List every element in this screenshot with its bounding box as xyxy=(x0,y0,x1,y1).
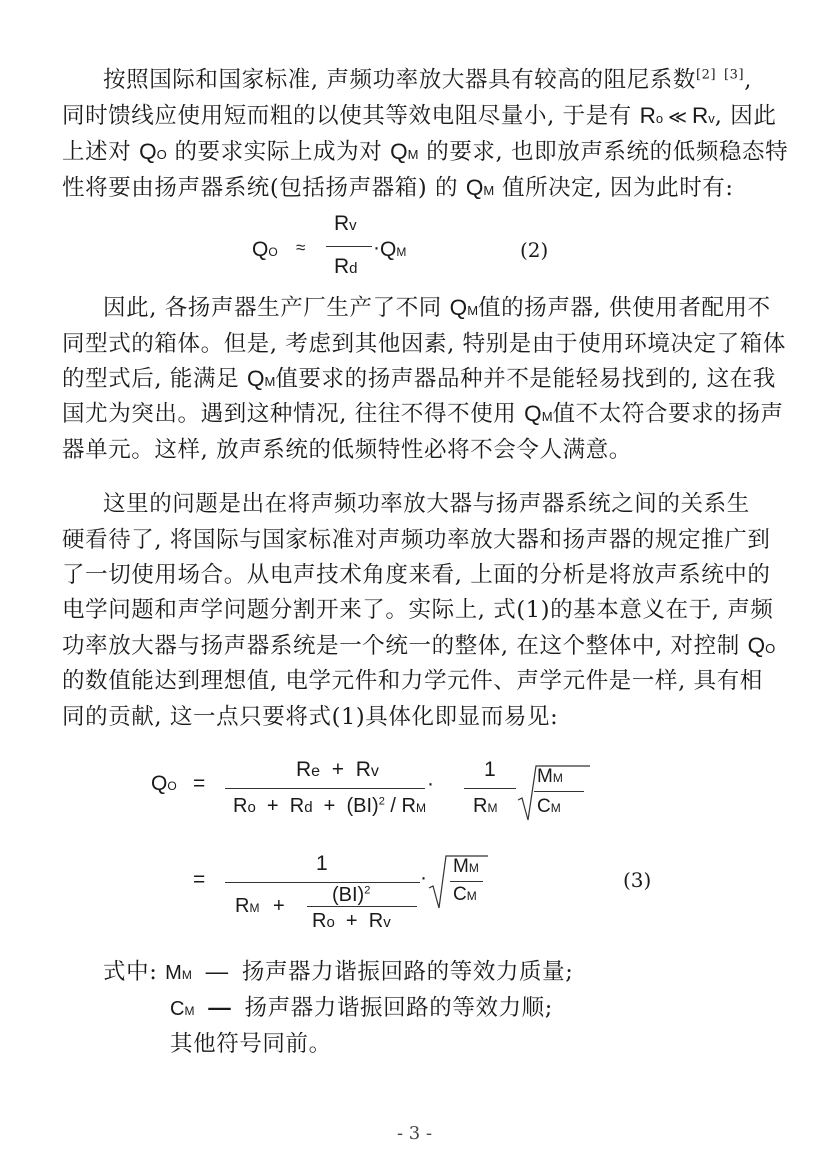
eq3-row2-inner-num xyxy=(332,884,370,907)
text: 这里的问题是出在将声频功率放大器与扬声器系统之间的关系生 xyxy=(103,491,750,517)
symbol: (BI) xyxy=(332,884,365,906)
para3-line4 xyxy=(62,596,774,624)
text: 按照国际和国家标准, 声频功率放大器具有较高的阻尼系数 xyxy=(103,67,697,93)
symbol: R xyxy=(473,795,488,817)
eq3-row2-sqrt-num xyxy=(453,856,479,878)
text: 同时馈线应使用短而粗的以使其等效电阻尽量小, 于是有 xyxy=(62,103,640,129)
subscript: d xyxy=(304,799,313,816)
para3-line5 xyxy=(62,632,776,663)
para3-line6 xyxy=(62,667,763,695)
symbol: R xyxy=(401,795,416,817)
subscript: o xyxy=(326,914,335,931)
para1-line3 xyxy=(62,138,789,169)
subscript: v xyxy=(370,763,379,780)
text: , 因此 xyxy=(714,103,777,129)
subscript: M xyxy=(483,183,495,198)
fraction-bar xyxy=(534,791,584,792)
para1-line2 xyxy=(62,102,777,133)
subscript: M xyxy=(541,409,553,424)
subscript: M xyxy=(468,861,479,875)
fraction-bar xyxy=(326,246,372,247)
subscript: M xyxy=(396,245,407,259)
symbol: M xyxy=(453,856,469,877)
citation-ref[interactable]: [2] xyxy=(696,67,717,83)
symbol: M xyxy=(537,766,553,787)
para2-line3 xyxy=(62,365,776,396)
definition-line-3 xyxy=(170,1030,829,1058)
eq2-lhs xyxy=(252,238,278,262)
subscript: O xyxy=(167,779,177,793)
eq3-lhs xyxy=(151,772,177,796)
superscript: 2 xyxy=(378,795,385,808)
text: 的型式后, 能满足 xyxy=(62,366,247,392)
para2-line5 xyxy=(62,436,742,464)
text: 国尤为突出。遇到这种情况, 往往不得不使用 xyxy=(62,401,525,427)
eq3-row2-den-a xyxy=(235,895,259,918)
symbol: Q xyxy=(390,139,408,164)
plus-sign: + xyxy=(323,795,336,817)
equals-sign: = xyxy=(193,772,206,795)
much-less-than: ≪ xyxy=(663,107,693,127)
equation-number: (3) xyxy=(623,868,652,892)
subscript: M xyxy=(249,901,260,915)
para3-line1 xyxy=(103,490,783,518)
superscript: 2 xyxy=(364,884,371,897)
symbol: Q xyxy=(151,772,168,795)
numerator: 1 xyxy=(316,852,328,875)
subscript: M xyxy=(264,374,276,389)
text: 的要求实际上成为对 xyxy=(166,139,391,165)
page-number: - 3 - xyxy=(396,1123,433,1144)
para2-line2 xyxy=(62,330,787,358)
fraction-bar xyxy=(307,906,417,907)
equals-sign: = xyxy=(193,868,206,891)
dash: — xyxy=(208,995,231,1020)
equation-number: (2) xyxy=(520,238,549,262)
symbol: M xyxy=(165,962,182,984)
eq2-numerator xyxy=(334,212,357,236)
symbol: R xyxy=(639,103,656,128)
citation-ref[interactable]: [3] xyxy=(724,67,745,83)
eq3-row2-inner-den xyxy=(312,910,391,933)
symbol: C xyxy=(453,884,467,905)
text: 的数值能达到理想值, 电学元件和力学元件、声学元件是一样, 具有相 xyxy=(62,668,763,694)
definition-text: 扬声器力谐振回路的等效力质量; xyxy=(241,959,574,985)
symbol: Q xyxy=(139,139,157,164)
subscript: O xyxy=(268,245,278,259)
symbol: R xyxy=(289,795,305,817)
symbol: Q xyxy=(252,238,269,261)
eq2-denominator xyxy=(334,255,358,279)
subscript: v xyxy=(708,111,715,126)
plus-sign: + xyxy=(331,758,345,781)
eq2-rhs xyxy=(380,238,406,262)
symbol: R xyxy=(355,758,371,781)
symbol: R xyxy=(233,795,248,817)
plus-sign: + xyxy=(273,895,285,917)
plus-sign: + xyxy=(345,910,358,932)
subscript: O xyxy=(765,641,776,656)
fraction-bar xyxy=(225,882,420,883)
dash: — xyxy=(205,959,229,984)
subscript: e xyxy=(311,763,321,780)
symbol: R xyxy=(368,910,384,932)
symbol: Q xyxy=(449,295,468,320)
para3-line2 xyxy=(62,526,771,554)
text: 硬看待了, 将国际与国家标准对声频功率放大器和扬声器的规定推广到 xyxy=(62,527,771,553)
text: 同的贡献, 这一点只要将式(1)具体化即显而易见: xyxy=(62,704,559,730)
text: 性将要由扬声器系统(包括扬声器箱) 的 xyxy=(62,175,466,201)
fraction-bar xyxy=(225,788,425,789)
subscript: M xyxy=(407,147,419,162)
subscript: M xyxy=(181,968,192,982)
para3-line7 xyxy=(62,703,742,731)
subscript: M xyxy=(415,801,426,815)
subscript: v xyxy=(349,217,357,234)
symbol: R xyxy=(296,758,312,781)
text: 因此, 各扬声器生产厂生产了不同 xyxy=(103,295,450,321)
subscript: O xyxy=(156,147,167,162)
para2-line4 xyxy=(62,400,784,431)
text: 的要求, 也即放声系统的低频稳态特 xyxy=(418,139,789,165)
text: , xyxy=(744,67,752,93)
eq3-row1-denominator xyxy=(233,795,426,818)
subscript: o xyxy=(247,799,256,816)
symbol: Q xyxy=(747,633,766,658)
definition-text: 扬声器力谐振回路的等效力顺; xyxy=(244,995,553,1021)
symbol: R xyxy=(334,255,350,278)
para3-line3 xyxy=(62,561,771,589)
symbol: Q xyxy=(380,238,397,261)
text: 了一切使用场合。从电声技术角度来看, 上面的分析是将放声系统中的 xyxy=(62,562,771,588)
text: 器单元。这样, 放声系统的低频特性必将不会令人满意。 xyxy=(62,437,632,463)
subscript: M xyxy=(466,889,477,903)
text: 值所决定, 因为此时有: xyxy=(494,175,734,201)
para2-line1 xyxy=(103,294,783,325)
dot-operator: · xyxy=(427,772,434,795)
dot-operator: · xyxy=(420,866,427,889)
subscript: M xyxy=(184,1004,195,1018)
symbol: C xyxy=(170,998,185,1020)
subscript: v xyxy=(383,914,391,931)
definitions-intro: 式中: xyxy=(103,959,158,985)
slash: / xyxy=(390,795,396,817)
subscript: d xyxy=(349,260,358,277)
plus-sign: + xyxy=(266,795,279,817)
definitions-other: 其他符号同前。 xyxy=(170,1031,332,1057)
text: 电学问题和声学问题分割开来了。实际上, 式(1)的基本意义在于, 声频 xyxy=(62,597,774,623)
text: 功率放大器与扬声器系统是一个统一的整体, 在这个整体中, 对控制 xyxy=(62,633,748,659)
subscript: M xyxy=(552,771,563,785)
text: 值的扬声器, 供使用者配用不 xyxy=(478,295,771,321)
symbol: R xyxy=(235,895,250,917)
text: 同型式的箱体。但是, 考虑到其他因素, 特别是由于使用环境决定了箱体 xyxy=(62,331,787,357)
subscript: o xyxy=(655,111,664,126)
text: 值要求的扬声器品种并不是能轻易找到的, 这在我 xyxy=(275,366,776,392)
eq3-row2-sqrt-den xyxy=(453,884,477,906)
symbol: R xyxy=(334,212,350,235)
symbol: (BI) xyxy=(346,795,379,817)
symbol: C xyxy=(537,796,551,817)
eq3-row1-sqrt-den xyxy=(537,796,561,818)
symbol: Q xyxy=(524,401,542,426)
subscript: M xyxy=(550,801,561,815)
text: 上述对 xyxy=(62,139,140,165)
eq3-row1-sqrt-num xyxy=(537,766,563,788)
fraction-bar xyxy=(450,881,483,882)
numerator: 1 xyxy=(484,758,496,781)
text: 值不太符合要求的扬声 xyxy=(552,401,784,427)
symbol: R xyxy=(312,910,327,932)
symbol: R xyxy=(692,103,709,128)
definition-line-2 xyxy=(170,994,829,1025)
approx-sign: ≈ xyxy=(296,238,306,257)
symbol: Q xyxy=(465,175,484,200)
subscript: M xyxy=(467,303,479,318)
eq3-row1-fraction-den xyxy=(473,795,497,818)
eq3-row1-numerator xyxy=(296,758,379,782)
subscript: M xyxy=(487,801,498,815)
definition-line-1 xyxy=(103,958,783,989)
para1-line4 xyxy=(62,174,742,205)
para1-line1 xyxy=(103,66,783,94)
fraction-bar xyxy=(464,788,516,789)
dot-operator: · xyxy=(373,236,380,259)
symbol: Q xyxy=(246,366,265,391)
